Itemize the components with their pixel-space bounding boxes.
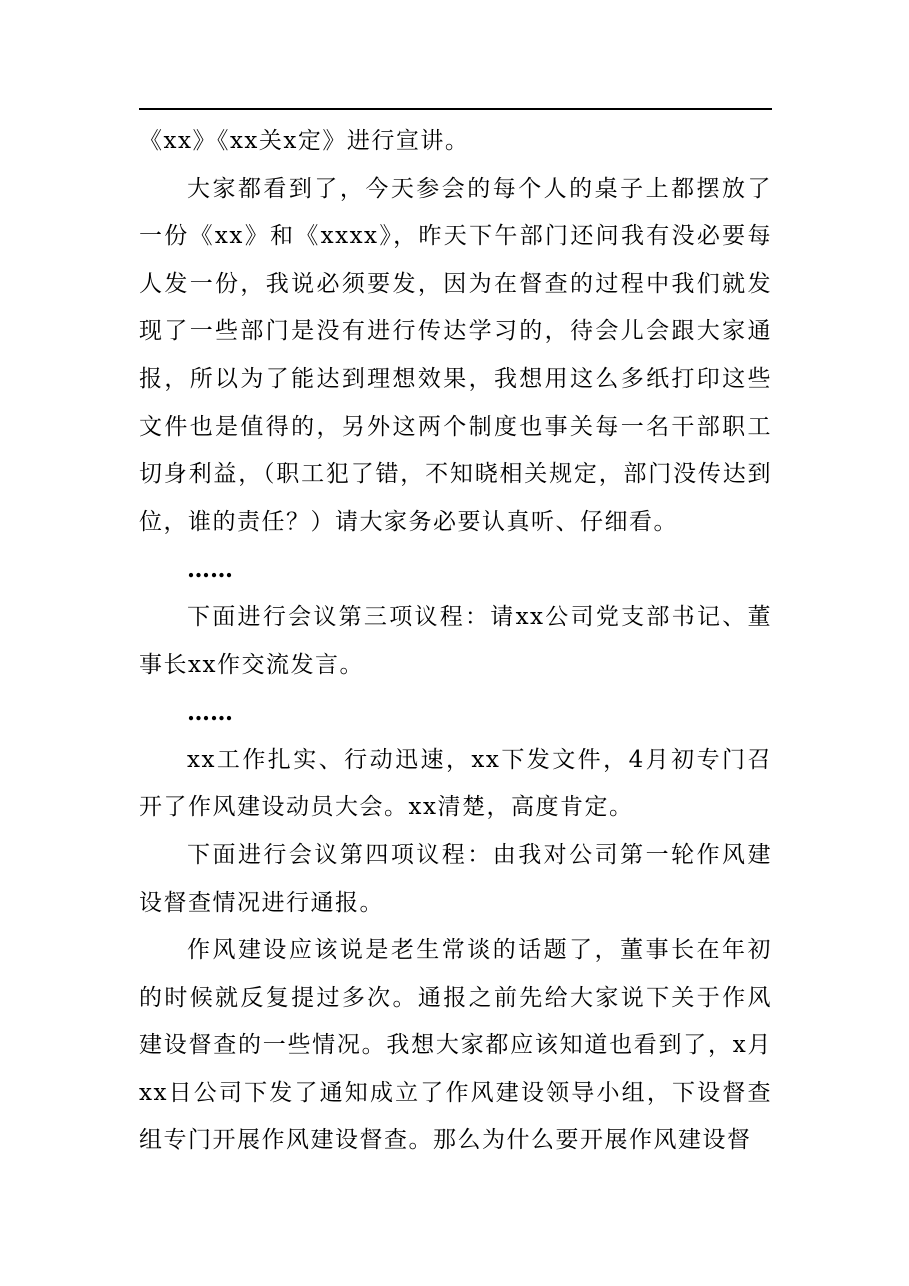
paragraph-2: 大家都看到了，今天参会的每个人的桌子上都摆放了一份《xx》和《xxxx》，昨天下午部门还问我有没必要每人发一份，我说必须要发，因为在督查的过程中我们就发现了一些部门是没有进行传达学习的，待会儿会跟大家通报，所以为了能达到理想效果，我想用这么多纸打印这些文件也是值得的，另外这两个制度也事关每一名干部职工切身利益，（职工犯了错，不知晓相关规定，部门没传达到位，谁的责任？）请大家务必要认真听、仔细看。 bbox=[139, 175, 772, 535]
paragraph-6: 作风建设应该说是老生常谈的话题了，董事长在年初的时候就反复提过多次。通报之前先给大家说下关于作风建设督查的一些情况。我想大家都应该知道也看到了，x月xx日公司下发了通知成立了作风建设领导小组，下设督查组专门开展作风建设督查。那么为什么要开展作风建设督 bbox=[139, 937, 772, 1154]
paragraph-3: 下面进行会议第三项议程：请xx公司党支部书记、董事长xx作交流发言。 bbox=[139, 603, 772, 678]
header-rule bbox=[139, 108, 772, 110]
document-body bbox=[139, 118, 772, 1165]
paragraph-1: 《xx》《xx关x定》进行宣讲。 bbox=[139, 128, 470, 154]
ellipsis-1: …… bbox=[187, 556, 233, 584]
ellipsis-2: …… bbox=[187, 699, 233, 727]
paragraph-5: 下面进行会议第四项议程：由我对公司第一轮作风建设督查情况进行通报。 bbox=[139, 841, 772, 916]
paragraph-4: xx工作扎实、行动迅速，xx下发文件，4月初专门召开了作风建设动员大会。xx清楚，高度肯定。 bbox=[139, 746, 772, 821]
